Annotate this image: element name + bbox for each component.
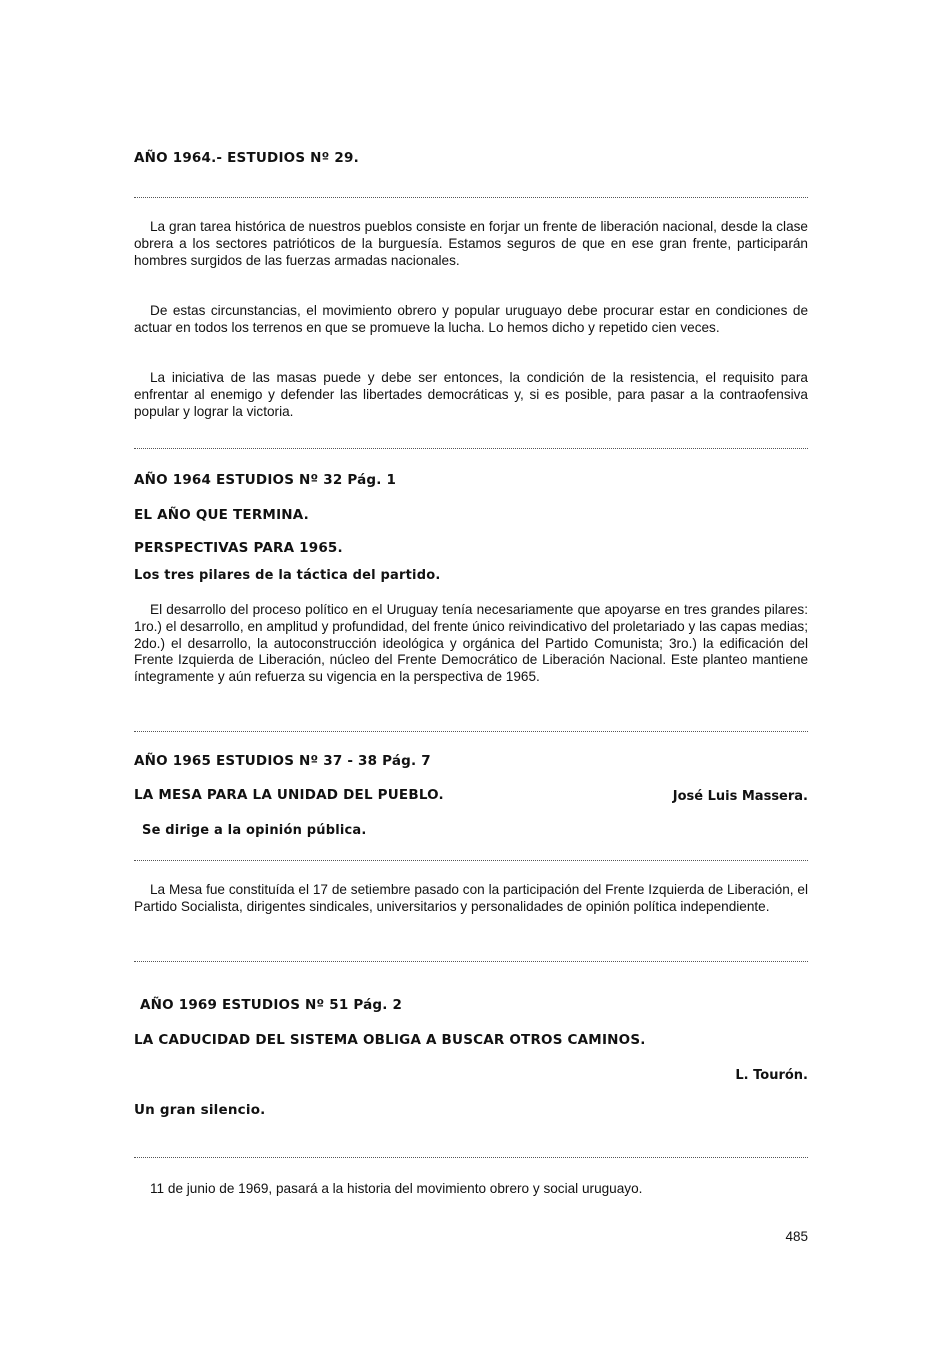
section-1-paragraph-2: De estas circunstancias, el movimiento obrero y popular uruguayo debe procurar estar en condiciones de actuar en todos los terrenos en que se promueve la lucha. Lo hemos dicho y repetido cien veces.: [134, 303, 808, 335]
section-2-paragraph-1: El desarrollo del proceso político en el Uruguay tenía necesariamente que apoyarse en tres grandes pilares: 1ro.) el desarrollo, en amplitud y profundidad, del frente único reivindicativo del proletariado y las capas medias; 2do.) el desarrollo, la autoconstrucción ideológica y orgánica del Partido Comunista; 3ro.) la edificación del Frente Izquierda de Liberación, núcleo del Frente Democrático de Liberación Nacional. Este planteo mantiene íntegramente y aún refuerza su vigencia en la perspectiva de 1965.: [134, 602, 808, 685]
section-1-paragraph-1: La gran tarea histórica de nuestros pueblos consiste en forjar un frente de liberación nacional, desde la clase obrera a los sectores patrióticos de la burguesía. Estamos seguros de que en ese gran frente, participarán hombres surgidos de las fuerzas armadas nacionales.: [134, 219, 808, 268]
section-4-title: LA CADUCIDAD DEL SISTEMA OBLIGA A BUSCAR OTROS CAMINOS.: [134, 1032, 646, 1048]
section-2-heading: AÑO 1964 ESTUDIOS Nº 32 Pág. 1: [134, 472, 397, 488]
section-2-title: EL AÑO QUE TERMINA.: [134, 507, 310, 523]
dotted-divider: [134, 731, 808, 732]
section-3-subtitle: Se dirige a la opinión pública.: [142, 823, 367, 838]
section-1-heading: AÑO 1964.- ESTUDIOS Nº 29.: [134, 150, 359, 166]
dotted-divider: [134, 1157, 808, 1158]
section-4-heading: AÑO 1969 ESTUDIOS Nº 51 Pág. 2: [140, 997, 403, 1013]
section-3-heading: AÑO 1965 ESTUDIOS Nº 37 - 38 Pág. 7: [134, 753, 431, 769]
dotted-divider: [134, 197, 808, 198]
section-3-title: LA MESA PARA LA UNIDAD DEL PUEBLO.: [134, 787, 444, 803]
section-4-author: L. Tourón.: [735, 1068, 808, 1083]
dotted-divider: [134, 961, 808, 962]
section-4-subtitle: Un gran silencio.: [134, 1102, 266, 1118]
page-number: 485: [785, 1229, 808, 1244]
section-2-subsubtitle: Los tres pilares de la táctica del partido.: [134, 568, 441, 583]
section-1-paragraph-3: La iniciativa de las masas puede y debe ser entonces, la condición de la resistencia, el requisito para enfrentar al enemigo y defender las libertades democráticas y, si es posible, para pasar a la contraofensiva popular y lograr la victoria.: [134, 370, 808, 419]
section-3-paragraph-1: La Mesa fue constituída el 17 de setiembre pasado con la participación del Frente Izquierda de Liberación, el Partido Socialista, dirigentes sindicales, universitarios y personalidades de opinión política independiente.: [134, 882, 808, 914]
dotted-divider: [134, 448, 808, 449]
section-3-author: José Luis Massera.: [672, 789, 808, 804]
section-2-subtitle: PERSPECTIVAS PARA 1965.: [134, 540, 343, 556]
section-4-paragraph-1: 11 de junio de 1969, pasará a la historia del movimiento obrero y social uruguayo.: [150, 1181, 643, 1196]
dotted-divider: [134, 860, 808, 861]
